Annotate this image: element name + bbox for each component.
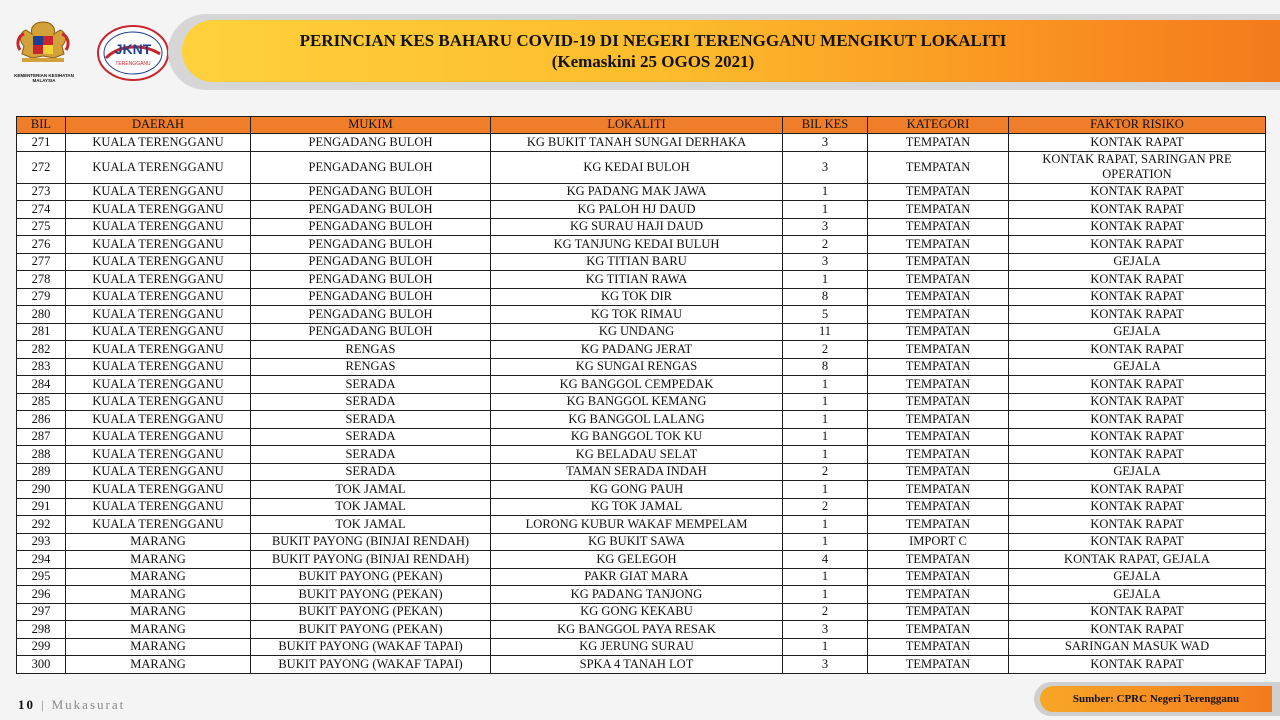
col-kategori-cell: TEMPATAN bbox=[868, 134, 1009, 152]
col-mukim-cell: TOK JAMAL bbox=[251, 516, 491, 534]
col-bil-kes-cell: 1 bbox=[783, 568, 868, 586]
col-bil-cell: 278 bbox=[17, 271, 66, 289]
col-mukim-cell: BUKIT PAYONG (WAKAF TAPAI) bbox=[251, 656, 491, 674]
col-lokaliti-cell: KG GELEGOH bbox=[491, 551, 783, 569]
col-faktor-risiko-cell: KONTAK RAPAT bbox=[1009, 411, 1266, 429]
col-faktor-risiko-cell: KONTAK RAPAT bbox=[1009, 134, 1266, 152]
col-kategori-cell: TEMPATAN bbox=[868, 183, 1009, 201]
col-faktor-risiko-cell: KONTAK RAPAT bbox=[1009, 603, 1266, 621]
col-lokaliti-cell: KG TOK JAMAL bbox=[491, 498, 783, 516]
col-mukim-cell: PENGADANG BULOH bbox=[251, 218, 491, 236]
table-row bbox=[17, 393, 1266, 411]
table-row bbox=[17, 481, 1266, 499]
col-daerah-cell: KUALA TERENGGANU bbox=[66, 376, 251, 394]
col-bil-kes-cell: 2 bbox=[783, 603, 868, 621]
col-faktor-risiko-cell: GEJALA bbox=[1009, 358, 1266, 376]
page-footer bbox=[18, 697, 125, 713]
table-row bbox=[17, 446, 1266, 464]
table-row bbox=[17, 236, 1266, 254]
col-lokaliti-cell: KG PALOH HJ DAUD bbox=[491, 201, 783, 219]
col-bil-kes-cell: 1 bbox=[783, 411, 868, 429]
col-faktor-risiko-cell: KONTAK RAPAT bbox=[1009, 183, 1266, 201]
col-kategori-cell: TEMPATAN bbox=[868, 341, 1009, 359]
col-daerah-cell: KUALA TERENGGANU bbox=[66, 134, 251, 152]
col-daerah-cell: KUALA TERENGGANU bbox=[66, 306, 251, 324]
col-kategori-cell: TEMPATAN bbox=[868, 253, 1009, 271]
col-bil-kes-cell: 4 bbox=[783, 551, 868, 569]
table-row bbox=[17, 306, 1266, 324]
col-mukim-cell: PENGADANG BULOH bbox=[251, 236, 491, 254]
col-bil-kes-cell: 1 bbox=[783, 533, 868, 551]
col-bil-kes-cell: 3 bbox=[783, 134, 868, 152]
col-mukim-cell: BUKIT PAYONG (PEKAN) bbox=[251, 568, 491, 586]
col-lokaliti-cell: KG TITIAN BARU bbox=[491, 253, 783, 271]
col-kategori-cell: TEMPATAN bbox=[868, 201, 1009, 219]
page-label: Mukasurat bbox=[51, 697, 126, 712]
col-daerah-cell: MARANG bbox=[66, 533, 251, 551]
col-mukim-cell: PENGADANG BULOH bbox=[251, 253, 491, 271]
col-daerah-cell: KUALA TERENGGANU bbox=[66, 428, 251, 446]
col-bil-cell: 274 bbox=[17, 201, 66, 219]
table-row bbox=[17, 656, 1266, 674]
col-kategori-cell: TEMPATAN bbox=[868, 498, 1009, 516]
col-lokaliti-cell: KG UNDANG bbox=[491, 323, 783, 341]
col-daerah-cell: MARANG bbox=[66, 603, 251, 621]
col-faktor-risiko-cell: KONTAK RAPAT bbox=[1009, 271, 1266, 289]
col-daerah-cell: KUALA TERENGGANU bbox=[66, 218, 251, 236]
col-lokaliti-header: LOKALITI bbox=[491, 117, 783, 134]
col-bil-cell: 295 bbox=[17, 568, 66, 586]
col-daerah-cell: KUALA TERENGGANU bbox=[66, 288, 251, 306]
table-row bbox=[17, 463, 1266, 481]
col-daerah-cell: KUALA TERENGGANU bbox=[66, 271, 251, 289]
table-row bbox=[17, 533, 1266, 551]
col-lokaliti-cell: KG TOK RIMAU bbox=[491, 306, 783, 324]
col-lokaliti-cell: KG BANGGOL KEMANG bbox=[491, 393, 783, 411]
table-row bbox=[17, 253, 1266, 271]
col-bil-cell: 287 bbox=[17, 428, 66, 446]
col-kategori-cell: TEMPATAN bbox=[868, 393, 1009, 411]
col-bil-cell: 292 bbox=[17, 516, 66, 534]
col-kategori-cell: TEMPATAN bbox=[868, 151, 1009, 183]
col-daerah-cell: KUALA TERENGGANU bbox=[66, 253, 251, 271]
col-bil-kes-cell: 3 bbox=[783, 218, 868, 236]
source-text: Sumber: CPRC Negeri Terengganu bbox=[1072, 693, 1240, 705]
col-lokaliti-cell: KG SURAU HAJI DAUD bbox=[491, 218, 783, 236]
col-faktor-risiko-cell: KONTAK RAPAT bbox=[1009, 446, 1266, 464]
col-mukim-cell: BUKIT PAYONG (PEKAN) bbox=[251, 586, 491, 604]
jknt-logo-caption: TERENGGANU bbox=[115, 61, 151, 67]
col-kategori-cell: TEMPATAN bbox=[868, 638, 1009, 656]
col-lokaliti-cell: KG BUKIT TANAH SUNGAI DERHAKA bbox=[491, 134, 783, 152]
col-mukim-cell: RENGAS bbox=[251, 341, 491, 359]
col-mukim-cell: SERADA bbox=[251, 393, 491, 411]
col-kategori-cell: TEMPATAN bbox=[868, 516, 1009, 534]
col-bil-kes-cell: 8 bbox=[783, 358, 868, 376]
col-bil-cell: 284 bbox=[17, 376, 66, 394]
col-bil-cell: 291 bbox=[17, 498, 66, 516]
col-bil-header: BIL bbox=[17, 117, 66, 134]
col-mukim-cell: SERADA bbox=[251, 428, 491, 446]
col-kategori-cell: TEMPATAN bbox=[868, 358, 1009, 376]
col-bil-kes-cell: 5 bbox=[783, 306, 868, 324]
table-row bbox=[17, 498, 1266, 516]
col-faktor-risiko-header: FAKTOR RISIKO bbox=[1009, 117, 1266, 134]
col-faktor-risiko-cell: KONTAK RAPAT, SARINGAN PRE OPERATION bbox=[1009, 151, 1266, 183]
col-kategori-cell: TEMPATAN bbox=[868, 271, 1009, 289]
col-faktor-risiko-cell: GEJALA bbox=[1009, 568, 1266, 586]
table-row bbox=[17, 603, 1266, 621]
col-daerah-cell: MARANG bbox=[66, 586, 251, 604]
col-lokaliti-cell: TAMAN SERADA INDAH bbox=[491, 463, 783, 481]
col-faktor-risiko-cell: GEJALA bbox=[1009, 463, 1266, 481]
footer-separator: | bbox=[41, 697, 46, 712]
col-bil-cell: 298 bbox=[17, 621, 66, 639]
col-mukim-cell: BUKIT PAYONG (PEKAN) bbox=[251, 621, 491, 639]
col-kategori-cell: TEMPATAN bbox=[868, 568, 1009, 586]
table-row bbox=[17, 358, 1266, 376]
col-bil-kes-cell: 3 bbox=[783, 656, 868, 674]
col-kategori-cell: TEMPATAN bbox=[868, 551, 1009, 569]
col-faktor-risiko-cell: GEJALA bbox=[1009, 253, 1266, 271]
table-row bbox=[17, 151, 1266, 183]
col-bil-kes-cell: 2 bbox=[783, 498, 868, 516]
col-lokaliti-cell: KG PADANG TANJONG bbox=[491, 586, 783, 604]
table-row bbox=[17, 638, 1266, 656]
table-row bbox=[17, 201, 1266, 219]
kkm-logo-caption: KEMENTERIAN KESIHATAN MALAYSIA bbox=[14, 73, 74, 83]
col-lokaliti-cell: KG BANGGOL LALANG bbox=[491, 411, 783, 429]
page-title: PERINCIAN KES BAHARU COVID-19 DI NEGERI TERENGGANU MENGIKUT LOKALITI bbox=[299, 31, 1007, 50]
col-mukim-cell: PENGADANG BULOH bbox=[251, 288, 491, 306]
col-lokaliti-cell: KG BANGGOL TOK KU bbox=[491, 428, 783, 446]
col-daerah-header: DAERAH bbox=[66, 117, 251, 134]
col-lokaliti-cell: KG TITIAN RAWA bbox=[491, 271, 783, 289]
col-lokaliti-cell: PAKR GIAT MARA bbox=[491, 568, 783, 586]
col-faktor-risiko-cell: KONTAK RAPAT, GEJALA bbox=[1009, 551, 1266, 569]
col-mukim-cell: RENGAS bbox=[251, 358, 491, 376]
col-kategori-cell: TEMPATAN bbox=[868, 621, 1009, 639]
col-bil-cell: 276 bbox=[17, 236, 66, 254]
table-row bbox=[17, 323, 1266, 341]
col-bil-cell: 282 bbox=[17, 341, 66, 359]
col-bil-kes-cell: 11 bbox=[783, 323, 868, 341]
col-lokaliti-cell: SPKA 4 TANAH LOT bbox=[491, 656, 783, 674]
table-row bbox=[17, 183, 1266, 201]
col-daerah-cell: KUALA TERENGGANU bbox=[66, 516, 251, 534]
col-bil-kes-cell: 1 bbox=[783, 271, 868, 289]
col-faktor-risiko-cell: KONTAK RAPAT bbox=[1009, 218, 1266, 236]
col-bil-kes-cell: 1 bbox=[783, 428, 868, 446]
col-bil-kes-cell: 1 bbox=[783, 393, 868, 411]
source-badge bbox=[1040, 686, 1272, 712]
table-row bbox=[17, 376, 1266, 394]
col-kategori-cell: TEMPATAN bbox=[868, 586, 1009, 604]
table-row bbox=[17, 218, 1266, 236]
col-faktor-risiko-cell: GEJALA bbox=[1009, 586, 1266, 604]
col-faktor-risiko-cell: KONTAK RAPAT bbox=[1009, 341, 1266, 359]
table-row bbox=[17, 551, 1266, 569]
col-mukim-cell: PENGADANG BULOH bbox=[251, 151, 491, 183]
col-bil-cell: 285 bbox=[17, 393, 66, 411]
col-mukim-cell: PENGADANG BULOH bbox=[251, 271, 491, 289]
col-lokaliti-cell: KG BUKIT SAWA bbox=[491, 533, 783, 551]
col-lokaliti-cell: KG BELADAU SELAT bbox=[491, 446, 783, 464]
col-mukim-cell: PENGADANG BULOH bbox=[251, 306, 491, 324]
col-faktor-risiko-cell: SARINGAN MASUK WAD bbox=[1009, 638, 1266, 656]
col-lokaliti-cell: KG KEDAI BULOH bbox=[491, 151, 783, 183]
col-mukim-cell: SERADA bbox=[251, 411, 491, 429]
col-lokaliti-cell: LORONG KUBUR WAKAF MEMPELAM bbox=[491, 516, 783, 534]
col-kategori-cell: TEMPATAN bbox=[868, 323, 1009, 341]
table-row bbox=[17, 271, 1266, 289]
page-number: 10 bbox=[18, 697, 35, 712]
col-kategori-cell: TEMPATAN bbox=[868, 463, 1009, 481]
col-kategori-cell: TEMPATAN bbox=[868, 218, 1009, 236]
table-row bbox=[17, 428, 1266, 446]
col-bil-kes-cell: 8 bbox=[783, 288, 868, 306]
col-faktor-risiko-cell: GEJALA bbox=[1009, 323, 1266, 341]
col-mukim-cell: BUKIT PAYONG (BINJAI RENDAH) bbox=[251, 533, 491, 551]
col-faktor-risiko-cell: KONTAK RAPAT bbox=[1009, 376, 1266, 394]
col-daerah-cell: MARANG bbox=[66, 621, 251, 639]
col-lokaliti-cell: KG TOK DIR bbox=[491, 288, 783, 306]
col-faktor-risiko-cell: KONTAK RAPAT bbox=[1009, 236, 1266, 254]
col-daerah-cell: MARANG bbox=[66, 638, 251, 656]
col-bil-kes-cell: 1 bbox=[783, 586, 868, 604]
table-header-row bbox=[17, 117, 1266, 134]
title-banner bbox=[182, 20, 1280, 82]
col-daerah-cell: KUALA TERENGGANU bbox=[66, 323, 251, 341]
col-bil-kes-cell: 3 bbox=[783, 253, 868, 271]
col-bil-kes-cell: 1 bbox=[783, 516, 868, 534]
col-bil-cell: 277 bbox=[17, 253, 66, 271]
col-lokaliti-cell: KG SUNGAI RENGAS bbox=[491, 358, 783, 376]
col-kategori-cell: TEMPATAN bbox=[868, 446, 1009, 464]
jknt-logo-text: JKNT bbox=[114, 41, 152, 57]
col-daerah-cell: KUALA TERENGGANU bbox=[66, 183, 251, 201]
col-mukim-cell: BUKIT PAYONG (PEKAN) bbox=[251, 603, 491, 621]
col-bil-cell: 293 bbox=[17, 533, 66, 551]
col-kategori-cell: IMPORT C bbox=[868, 533, 1009, 551]
col-bil-kes-cell: 1 bbox=[783, 201, 868, 219]
col-daerah-cell: MARANG bbox=[66, 568, 251, 586]
col-lokaliti-cell: KG GONG KEKABU bbox=[491, 603, 783, 621]
col-lokaliti-cell: KG PADANG JERAT bbox=[491, 341, 783, 359]
col-kategori-header: KATEGORI bbox=[868, 117, 1009, 134]
col-bil-cell: 294 bbox=[17, 551, 66, 569]
col-daerah-cell: KUALA TERENGGANU bbox=[66, 463, 251, 481]
col-daerah-cell: MARANG bbox=[66, 656, 251, 674]
col-mukim-cell: PENGADANG BULOH bbox=[251, 134, 491, 152]
col-faktor-risiko-cell: KONTAK RAPAT bbox=[1009, 201, 1266, 219]
col-lokaliti-cell: KG PADANG MAK JAWA bbox=[491, 183, 783, 201]
col-kategori-cell: TEMPATAN bbox=[868, 236, 1009, 254]
col-kategori-cell: TEMPATAN bbox=[868, 288, 1009, 306]
col-bil-kes-cell: 1 bbox=[783, 481, 868, 499]
col-bil-cell: 272 bbox=[17, 151, 66, 183]
col-mukim-cell: BUKIT PAYONG (BINJAI RENDAH) bbox=[251, 551, 491, 569]
col-faktor-risiko-cell: KONTAK RAPAT bbox=[1009, 288, 1266, 306]
col-bil-kes-cell: 1 bbox=[783, 183, 868, 201]
col-bil-cell: 286 bbox=[17, 411, 66, 429]
col-lokaliti-cell: KG JERUNG SURAU bbox=[491, 638, 783, 656]
table-row bbox=[17, 586, 1266, 604]
col-daerah-cell: KUALA TERENGGANU bbox=[66, 201, 251, 219]
col-faktor-risiko-cell: KONTAK RAPAT bbox=[1009, 481, 1266, 499]
col-bil-cell: 290 bbox=[17, 481, 66, 499]
col-daerah-cell: MARANG bbox=[66, 551, 251, 569]
col-lokaliti-cell: KG TANJUNG KEDAI BULUH bbox=[491, 236, 783, 254]
col-kategori-cell: TEMPATAN bbox=[868, 306, 1009, 324]
col-bil-cell: 296 bbox=[17, 586, 66, 604]
col-faktor-risiko-cell: KONTAK RAPAT bbox=[1009, 428, 1266, 446]
col-daerah-cell: KUALA TERENGGANU bbox=[66, 236, 251, 254]
table-row bbox=[17, 621, 1266, 639]
col-mukim-cell: TOK JAMAL bbox=[251, 498, 491, 516]
col-bil-cell: 281 bbox=[17, 323, 66, 341]
col-bil-kes-cell: 2 bbox=[783, 236, 868, 254]
table-row bbox=[17, 568, 1266, 586]
case-table-container bbox=[16, 116, 1265, 674]
col-faktor-risiko-cell: KONTAK RAPAT bbox=[1009, 533, 1266, 551]
col-bil-cell: 283 bbox=[17, 358, 66, 376]
col-kategori-cell: TEMPATAN bbox=[868, 603, 1009, 621]
col-lokaliti-cell: KG BANGGOL CEMPEDAK bbox=[491, 376, 783, 394]
col-bil-cell: 297 bbox=[17, 603, 66, 621]
col-mukim-cell: PENGADANG BULOH bbox=[251, 323, 491, 341]
col-faktor-risiko-cell: KONTAK RAPAT bbox=[1009, 498, 1266, 516]
col-daerah-cell: KUALA TERENGGANU bbox=[66, 498, 251, 516]
col-mukim-cell: SERADA bbox=[251, 446, 491, 464]
col-mukim-header: MUKIM bbox=[251, 117, 491, 134]
col-kategori-cell: TEMPATAN bbox=[868, 411, 1009, 429]
col-bil-kes-cell: 1 bbox=[783, 376, 868, 394]
col-kategori-cell: TEMPATAN bbox=[868, 656, 1009, 674]
col-faktor-risiko-cell: KONTAK RAPAT bbox=[1009, 656, 1266, 674]
table-row bbox=[17, 516, 1266, 534]
col-bil-cell: 280 bbox=[17, 306, 66, 324]
case-table bbox=[16, 116, 1266, 674]
col-mukim-cell: SERADA bbox=[251, 463, 491, 481]
col-faktor-risiko-cell: KONTAK RAPAT bbox=[1009, 306, 1266, 324]
col-bil-kes-header: BIL KES bbox=[783, 117, 868, 134]
table-row bbox=[17, 134, 1266, 152]
col-daerah-cell: KUALA TERENGGANU bbox=[66, 151, 251, 183]
col-mukim-cell: TOK JAMAL bbox=[251, 481, 491, 499]
col-bil-cell: 275 bbox=[17, 218, 66, 236]
table-row bbox=[17, 411, 1266, 429]
col-faktor-risiko-cell: KONTAK RAPAT bbox=[1009, 621, 1266, 639]
col-daerah-cell: KUALA TERENGGANU bbox=[66, 341, 251, 359]
col-bil-kes-cell: 1 bbox=[783, 638, 868, 656]
col-mukim-cell: BUKIT PAYONG (WAKAF TAPAI) bbox=[251, 638, 491, 656]
col-mukim-cell: PENGADANG BULOH bbox=[251, 201, 491, 219]
col-faktor-risiko-cell: KONTAK RAPAT bbox=[1009, 516, 1266, 534]
col-bil-kes-cell: 3 bbox=[783, 151, 868, 183]
col-mukim-cell: SERADA bbox=[251, 376, 491, 394]
col-bil-cell: 273 bbox=[17, 183, 66, 201]
col-bil-cell: 300 bbox=[17, 656, 66, 674]
jknt-logo bbox=[96, 24, 170, 82]
page-subtitle: (Kemaskini 25 OGOS 2021) bbox=[551, 52, 755, 71]
col-bil-cell: 288 bbox=[17, 446, 66, 464]
col-bil-cell: 271 bbox=[17, 134, 66, 152]
col-bil-cell: 279 bbox=[17, 288, 66, 306]
col-kategori-cell: TEMPATAN bbox=[868, 428, 1009, 446]
col-kategori-cell: TEMPATAN bbox=[868, 481, 1009, 499]
table-row bbox=[17, 341, 1266, 359]
col-bil-kes-cell: 1 bbox=[783, 446, 868, 464]
col-daerah-cell: KUALA TERENGGANU bbox=[66, 411, 251, 429]
col-kategori-cell: TEMPATAN bbox=[868, 376, 1009, 394]
col-bil-kes-cell: 2 bbox=[783, 463, 868, 481]
col-lokaliti-cell: KG GONG PAUH bbox=[491, 481, 783, 499]
col-bil-cell: 299 bbox=[17, 638, 66, 656]
col-daerah-cell: KUALA TERENGGANU bbox=[66, 481, 251, 499]
table-body bbox=[17, 134, 1266, 674]
col-daerah-cell: KUALA TERENGGANU bbox=[66, 358, 251, 376]
col-bil-kes-cell: 2 bbox=[783, 341, 868, 359]
col-daerah-cell: KUALA TERENGGANU bbox=[66, 446, 251, 464]
col-faktor-risiko-cell: KONTAK RAPAT bbox=[1009, 393, 1266, 411]
logo-group bbox=[12, 18, 172, 88]
col-bil-cell: 289 bbox=[17, 463, 66, 481]
col-mukim-cell: PENGADANG BULOH bbox=[251, 183, 491, 201]
col-daerah-cell: KUALA TERENGGANU bbox=[66, 393, 251, 411]
col-lokaliti-cell: KG BANGGOL PAYA RESAK bbox=[491, 621, 783, 639]
table-row bbox=[17, 288, 1266, 306]
col-bil-kes-cell: 3 bbox=[783, 621, 868, 639]
